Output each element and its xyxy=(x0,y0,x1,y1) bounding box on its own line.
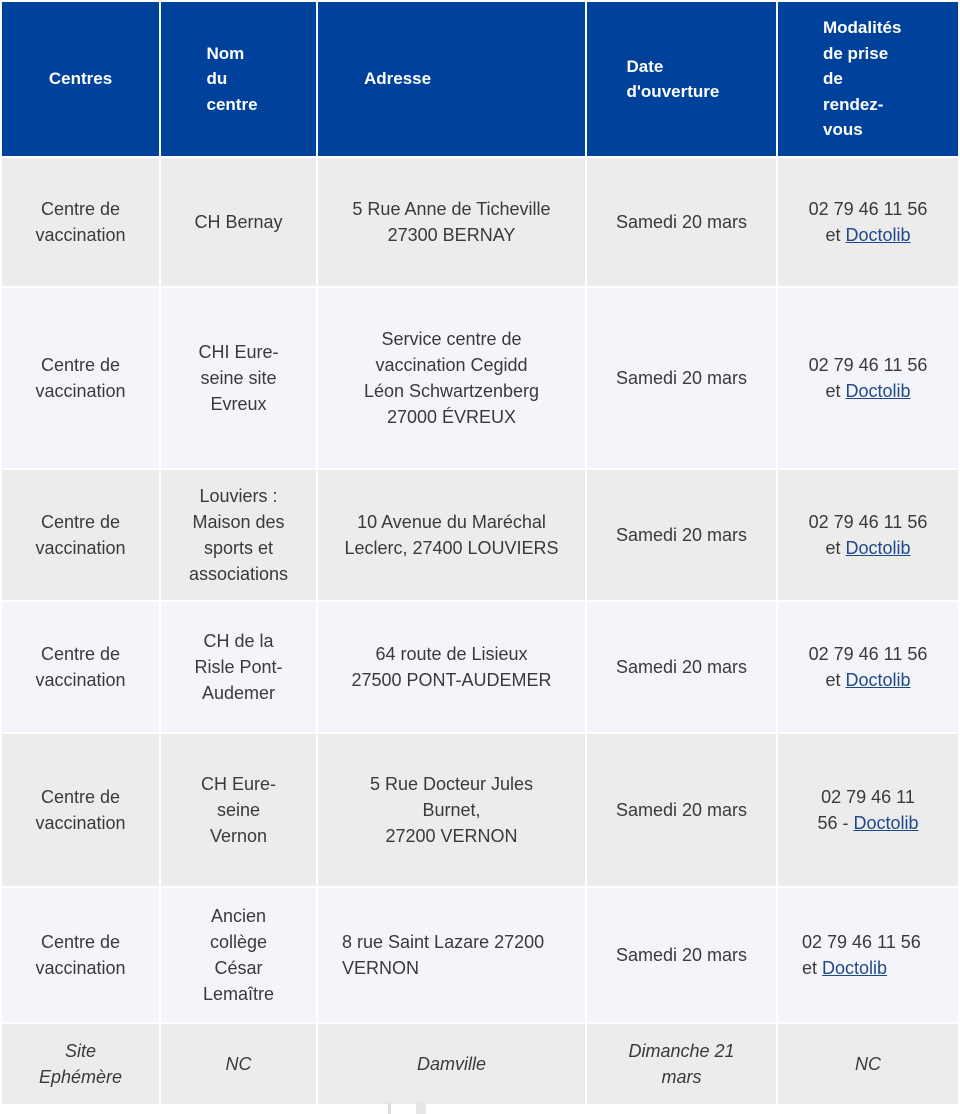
cell-type: Centre de vaccination xyxy=(2,288,159,468)
cell-type: Centre de vaccination xyxy=(2,734,159,886)
header-nom: Nom du centre xyxy=(161,2,316,156)
cell-modalites: 02 79 46 11 56 et Doctolib xyxy=(778,888,958,1022)
cell-date: Dimanche 21 mars xyxy=(587,1024,776,1104)
header-centres: Centres xyxy=(2,2,159,156)
doctolib-link[interactable]: Doctolib xyxy=(822,958,888,978)
cell-nom: NC xyxy=(161,1024,316,1104)
cell-modalites: 02 79 46 11 56 et Doctolib xyxy=(778,158,958,286)
cell-modalites: 02 79 46 11 56 - Doctolib xyxy=(778,734,958,886)
table-header xyxy=(2,2,958,156)
cell-adresse: 64 route de Lisieux 27500 PONT-AUDEMER xyxy=(318,602,585,732)
cell-modalites: NC xyxy=(778,1024,958,1104)
doctolib-link[interactable]: Doctolib xyxy=(845,225,911,245)
cell-adresse: 8 rue Saint Lazare 27200 VERNON xyxy=(318,888,585,1022)
doctolib-link[interactable]: Doctolib xyxy=(845,538,911,558)
cell-date: Samedi 20 mars xyxy=(587,158,776,286)
doctolib-link[interactable]: Doctolib xyxy=(853,813,919,833)
doctolib-link[interactable]: Doctolib xyxy=(845,670,911,690)
table-row xyxy=(2,888,958,1022)
cell-date: Samedi 20 mars xyxy=(587,888,776,1022)
cell-modalites: 02 79 46 11 56 et Doctolib xyxy=(778,288,958,468)
cell-type: Centre de vaccination xyxy=(2,602,159,732)
cell-type: Centre de vaccination xyxy=(2,888,159,1022)
cell-adresse: 10 Avenue du Maréchal Leclerc, 27400 LOUVIERS xyxy=(318,470,585,600)
header-modalites: Modalités de prise de rendez- vous xyxy=(778,2,958,156)
cell-nom: Louviers : Maison des sports et associations xyxy=(161,470,316,600)
table-row xyxy=(2,1024,958,1104)
cell-modalites: 02 79 46 11 56 et Doctolib xyxy=(778,470,958,600)
cell-date: Samedi 20 mars xyxy=(587,602,776,732)
cell-date: Samedi 20 mars xyxy=(587,734,776,886)
cell-nom: CH de la Risle Pont- Audemer xyxy=(161,602,316,732)
cell-type: Centre de vaccination xyxy=(2,470,159,600)
doctolib-link[interactable]: Doctolib xyxy=(845,381,911,401)
header-date: Date d'ouverture xyxy=(587,2,776,156)
table-row xyxy=(2,158,958,286)
cell-adresse: 5 Rue Anne de Ticheville 27300 BERNAY xyxy=(318,158,585,286)
table-row xyxy=(2,602,958,732)
table-row xyxy=(2,470,958,600)
cell-nom: Ancien collège César Lemaître xyxy=(161,888,316,1022)
header-adresse: Adresse xyxy=(318,2,585,156)
cell-date: Samedi 20 mars xyxy=(587,470,776,600)
cell-type: Centre de vaccination xyxy=(2,158,159,286)
table-row xyxy=(2,734,958,886)
cell-type: Site Ephémère xyxy=(2,1024,159,1104)
cell-adresse: Damville xyxy=(318,1024,585,1104)
scroll-indicator xyxy=(416,1103,426,1114)
cell-adresse: Service centre de vaccination Cegidd Léon Schwartzenberg 27000 ÉVREUX xyxy=(318,288,585,468)
scroll-indicator xyxy=(388,1103,391,1114)
cell-date: Samedi 20 mars xyxy=(587,288,776,468)
cell-nom: CH Bernay xyxy=(161,158,316,286)
cell-modalites: 02 79 46 11 56 et Doctolib xyxy=(778,602,958,732)
table-row xyxy=(2,288,958,468)
cell-nom: CHI Eure- seine site Evreux xyxy=(161,288,316,468)
cell-adresse: 5 Rue Docteur Jules Burnet, 27200 VERNON xyxy=(318,734,585,886)
cell-nom: CH Eure- seine Vernon xyxy=(161,734,316,886)
